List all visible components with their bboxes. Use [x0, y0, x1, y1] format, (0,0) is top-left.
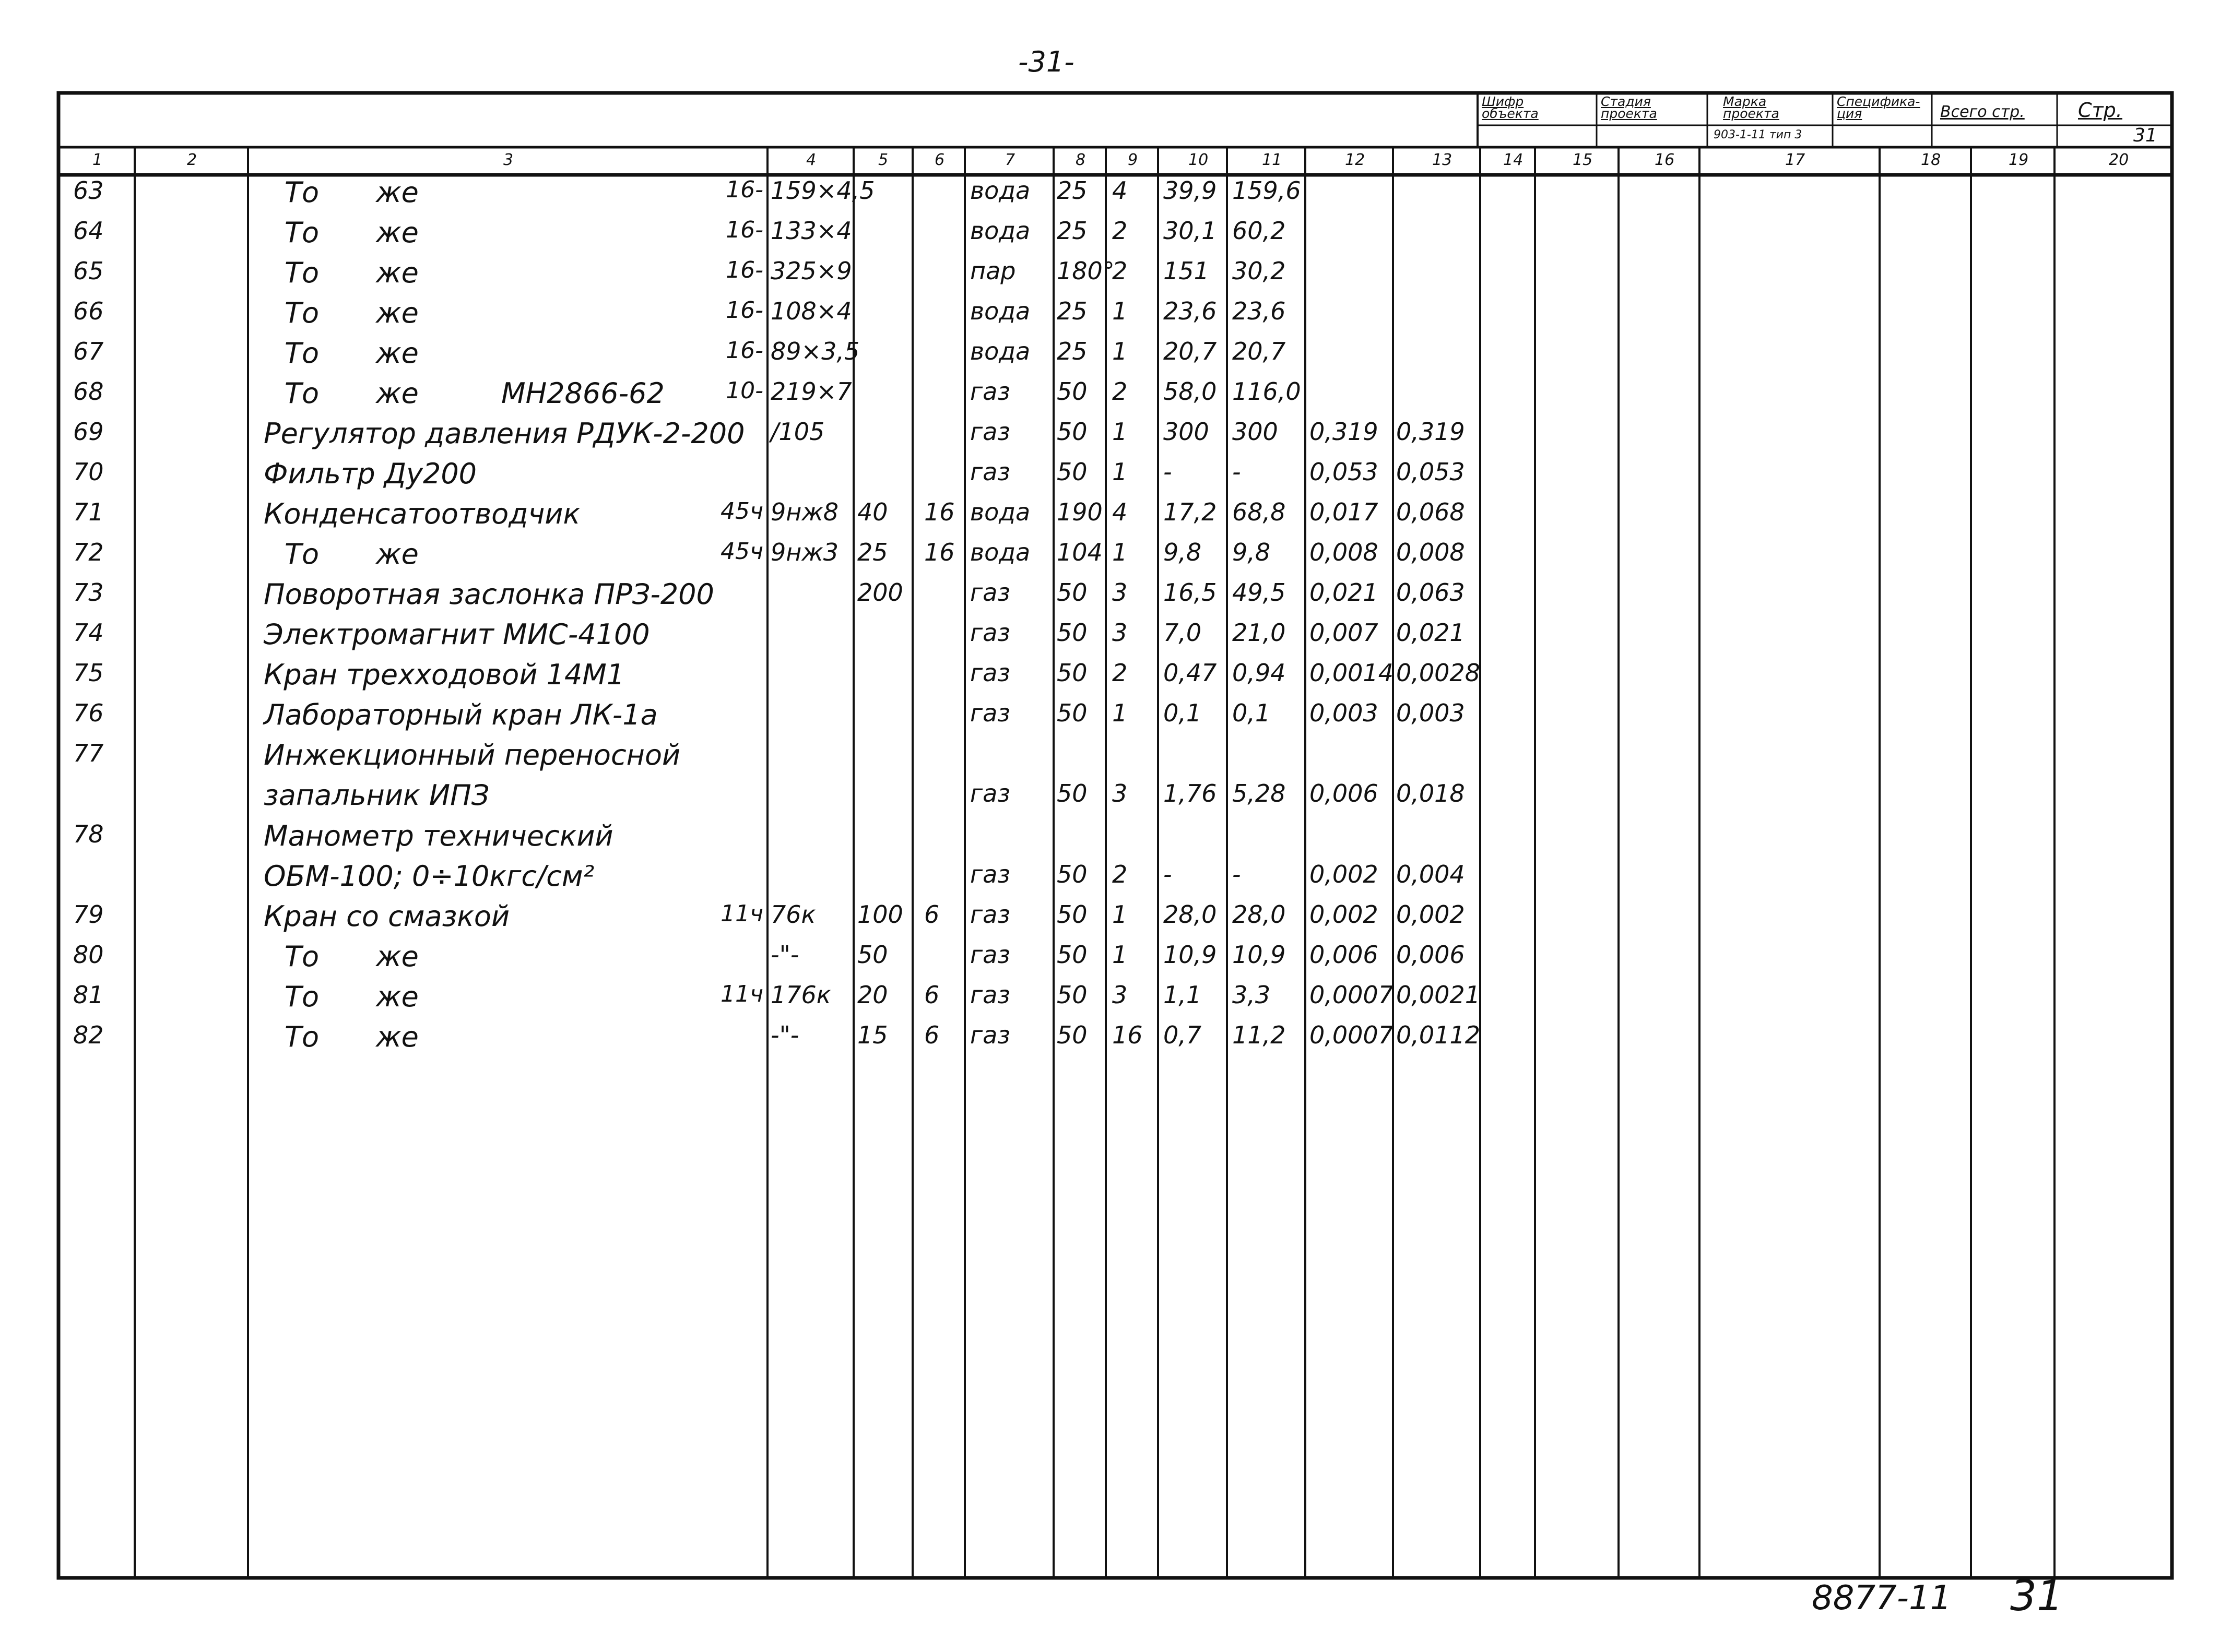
cell-c7: вода	[970, 217, 1031, 245]
cell-c10: 23,6	[1163, 297, 1217, 325]
cell-name2: же	[376, 256, 419, 289]
cell-c10: 7,0	[1163, 619, 1202, 647]
cell-c10: 9,8	[1163, 538, 1202, 566]
cell-c8: 50	[1057, 1021, 1088, 1049]
cell-c8: 50	[1057, 981, 1088, 1009]
cell-c11: 159,6	[1232, 176, 1301, 205]
cell-c11: 9,8	[1232, 538, 1271, 566]
cell-c10: 1,76	[1163, 779, 1217, 807]
cell-name: ОБМ-100; 0÷10кгс/см²	[264, 860, 595, 893]
cell-c10: 17,2	[1163, 498, 1217, 526]
cell-c8: 50	[1057, 900, 1088, 929]
cell-n: 77	[73, 739, 104, 767]
cell-c11: 3,3	[1232, 981, 1271, 1009]
cell-c13: 0,0112	[1396, 1021, 1480, 1049]
cell-c12: 0,021	[1309, 578, 1378, 607]
cell-c8: 50	[1057, 860, 1088, 888]
cell-sub: 16-	[726, 257, 763, 283]
cell-doc: МН2866-62	[501, 377, 665, 410]
cell-c6: 16	[924, 498, 955, 526]
cell-c8: 180°	[1057, 257, 1115, 285]
cell-c8: 25	[1057, 176, 1088, 205]
cell-c13: 0,006	[1396, 941, 1465, 969]
cell-n: 70	[73, 458, 104, 486]
cell-c5: 20	[857, 981, 888, 1009]
cell-c7: газ	[970, 578, 1010, 607]
column-number: 6	[935, 151, 945, 169]
cell-c11: -	[1232, 458, 1241, 486]
cell-name: Электромагнит МИС-4100	[264, 618, 650, 651]
cell-c9: 1	[1112, 900, 1128, 929]
column-number: 1	[92, 151, 103, 169]
cell-c7: газ	[970, 900, 1010, 929]
cell-c9: 1	[1112, 297, 1128, 325]
cell-c11: 10,9	[1232, 941, 1286, 969]
column-number: 14	[1503, 151, 1524, 169]
cell-c12: 0,319	[1309, 418, 1378, 446]
cell-name: То	[285, 337, 320, 370]
cell-c7: газ	[970, 418, 1010, 446]
cell-n: 72	[73, 538, 104, 566]
cell-c4: 325×9	[771, 257, 852, 285]
cell-c8: 50	[1057, 458, 1088, 486]
cell-name: Манометр технический	[264, 819, 613, 852]
cell-c8: 50	[1057, 377, 1088, 406]
cell-name2: же	[376, 296, 419, 329]
cell-c11: 5,28	[1232, 779, 1286, 807]
column-number: 7	[1005, 151, 1015, 169]
cell-c10: 1,1	[1163, 981, 1202, 1009]
cell-c8: 50	[1057, 619, 1088, 647]
cell-c8: 50	[1057, 941, 1088, 969]
cell-c4: 219×7	[771, 377, 852, 406]
cell-c12: 0,002	[1309, 900, 1378, 929]
cell-name2: же	[376, 377, 419, 410]
cell-name2: же	[376, 980, 419, 1013]
cell-c6: 16	[924, 538, 955, 566]
cell-sub: 16-	[726, 217, 763, 243]
cell-c7: газ	[970, 458, 1010, 486]
cell-c8: 25	[1057, 337, 1088, 365]
cell-c10: 151	[1163, 257, 1209, 285]
cell-c9: 2	[1112, 257, 1128, 285]
cell-c4: 89×3,5	[771, 337, 860, 365]
cell-n: 71	[73, 498, 104, 526]
title-page-value: 31	[2133, 125, 2157, 146]
cell-c11: 21,0	[1232, 619, 1286, 647]
cell-name2: же	[376, 940, 419, 973]
cell-c11: 23,6	[1232, 297, 1286, 325]
column-number: 20	[2109, 151, 2129, 169]
cell-c5: 100	[857, 900, 903, 929]
column-number: 3	[503, 151, 514, 169]
cell-c12: 0,0007	[1309, 981, 1394, 1009]
cell-c9: 3	[1112, 578, 1128, 607]
cell-name2: же	[376, 538, 419, 571]
cell-c11: 28,0	[1232, 900, 1286, 929]
title-stage-label: Стадия проекта	[1601, 94, 1657, 121]
cell-c7: газ	[970, 659, 1010, 687]
cell-name: Кран со смазкой	[264, 900, 510, 933]
cell-c9: 2	[1112, 860, 1128, 888]
cell-name: Поворотная заслонка ПРЗ-200	[264, 578, 714, 611]
cell-n: 81	[73, 981, 104, 1009]
cell-c4: 133×4	[771, 217, 852, 245]
cell-c4: 76к	[771, 900, 816, 929]
cell-n: 68	[73, 377, 104, 406]
cell-c9: 3	[1112, 981, 1128, 1009]
title-spec-label: Специфика- ция	[1837, 94, 1920, 121]
cell-c5: 200	[857, 578, 903, 607]
cell-c13: 0,068	[1396, 498, 1465, 526]
cell-c8: 50	[1057, 699, 1088, 727]
cell-c7: газ	[970, 1021, 1010, 1049]
cell-c11: 68,8	[1232, 498, 1286, 526]
cell-c8: 50	[1057, 779, 1088, 807]
cell-name: То	[285, 377, 320, 410]
cell-c7: газ	[970, 860, 1010, 888]
cell-c7: вода	[970, 176, 1031, 205]
cell-c9: 2	[1112, 659, 1128, 687]
cell-c10: 58,0	[1163, 377, 1217, 406]
cell-c7: вода	[970, 538, 1031, 566]
cell-name: То	[285, 176, 320, 209]
cell-name2: же	[376, 1020, 419, 1053]
cell-c10: 16,5	[1163, 578, 1217, 607]
cell-c9: 3	[1112, 619, 1128, 647]
cell-sub: 45ч	[721, 498, 763, 525]
cell-c8: 104	[1057, 538, 1103, 566]
cell-name2: же	[376, 216, 419, 249]
title-total-pages-label: Всего стр.	[1940, 103, 2025, 121]
cell-name: Конденсатоотводчик	[264, 497, 581, 530]
cell-sub: 45ч	[721, 538, 763, 565]
cell-n: 78	[73, 820, 104, 848]
cell-c9: 1	[1112, 337, 1128, 365]
cell-c7: газ	[970, 377, 1010, 406]
cell-c13: 0,004	[1396, 860, 1465, 888]
cell-name: То	[285, 256, 320, 289]
cell-c4: 159×4,5	[771, 176, 875, 205]
cell-c8: 190	[1057, 498, 1103, 526]
cell-c10: 30,1	[1163, 217, 1217, 245]
column-number: 10	[1188, 151, 1209, 169]
cell-c11: 60,2	[1232, 217, 1286, 245]
cell-c4: 9нж8	[771, 498, 839, 526]
column-number: 15	[1573, 151, 1593, 169]
cell-name: Регулятор давления РДУК-2-200	[264, 417, 745, 450]
cell-name: То	[285, 538, 320, 571]
cell-c9: 2	[1112, 217, 1128, 245]
cell-c10: -	[1163, 860, 1172, 888]
cell-c5: 25	[857, 538, 888, 566]
cell-c11: -	[1232, 860, 1241, 888]
cell-c10: 300	[1163, 418, 1209, 446]
cell-c10: -	[1163, 458, 1172, 486]
cell-n: 73	[73, 578, 104, 607]
cell-c8: 50	[1057, 659, 1088, 687]
cell-c11: 0,1	[1232, 699, 1271, 727]
cell-c8: 50	[1057, 578, 1088, 607]
cell-n: 64	[73, 217, 104, 245]
cell-c9: 1	[1112, 941, 1128, 969]
cell-name: Фильтр Ду200	[264, 457, 477, 490]
cell-c4: 108×4	[771, 297, 852, 325]
column-number: 17	[1785, 151, 1805, 169]
cell-c9: 3	[1112, 779, 1128, 807]
cell-name2: же	[376, 176, 419, 209]
cell-c12: 0,006	[1309, 779, 1378, 807]
cell-c10: 10,9	[1163, 941, 1217, 969]
cell-c9: 1	[1112, 458, 1128, 486]
cell-c10: 0,7	[1163, 1021, 1202, 1049]
cell-c7: газ	[970, 981, 1010, 1009]
cell-c5: 15	[857, 1021, 888, 1049]
title-page-label: Стр.	[2078, 99, 2122, 122]
column-number: 8	[1076, 151, 1086, 169]
cell-c11: 49,5	[1232, 578, 1286, 607]
cell-c13: 0,002	[1396, 900, 1465, 929]
cell-c8: 25	[1057, 217, 1088, 245]
sheet-code: 8877-11	[1812, 1579, 1952, 1618]
sheet-number: 31	[2010, 1572, 2063, 1620]
cell-c12: 0,007	[1309, 619, 1378, 647]
cell-c4: /105	[771, 418, 825, 446]
cell-sub: 11ч	[721, 900, 763, 927]
cell-c13: 0,063	[1396, 578, 1465, 607]
title-mark-label: Марка проекта	[1723, 94, 1779, 121]
cell-sub: 16-	[726, 176, 763, 203]
column-number: 19	[2009, 151, 2029, 169]
cell-c13: 0,003	[1396, 699, 1465, 727]
cell-c4: 9нж3	[771, 538, 839, 566]
cell-c7: вода	[970, 337, 1031, 365]
cell-n: 80	[73, 941, 104, 969]
column-number: 9	[1128, 151, 1138, 169]
cell-c13: 0,0021	[1396, 981, 1480, 1009]
cell-c9: 16	[1112, 1021, 1143, 1049]
cell-c9: 4	[1112, 498, 1128, 526]
cell-c12: 0,0014	[1309, 659, 1394, 687]
cell-name: Инжекционный переносной	[264, 739, 681, 771]
cell-n: 69	[73, 418, 104, 446]
cell-n: 79	[73, 900, 104, 929]
cell-c7: вода	[970, 297, 1031, 325]
cell-sub: 10-	[726, 377, 763, 404]
cell-c4: -"-	[771, 941, 799, 969]
cell-name: То	[285, 216, 320, 249]
cell-c12: 0,053	[1309, 458, 1378, 486]
cell-name: То	[285, 980, 320, 1013]
cell-c10: 39,9	[1163, 176, 1217, 205]
cell-name2: же	[376, 337, 419, 370]
column-number: 2	[187, 151, 197, 169]
cell-n: 66	[73, 297, 104, 325]
column-number: 12	[1345, 151, 1365, 169]
column-number: 18	[1921, 151, 1941, 169]
cell-c9: 1	[1112, 418, 1128, 446]
cell-c10: 0,47	[1163, 659, 1217, 687]
cell-c13: 0,0028	[1396, 659, 1480, 687]
title-cipher-label: Шифр объекта	[1482, 94, 1539, 121]
cell-c9: 4	[1112, 176, 1128, 205]
cell-c11: 11,2	[1232, 1021, 1286, 1049]
cell-c13: 0,008	[1396, 538, 1465, 566]
cell-n: 63	[73, 176, 104, 205]
cell-c13: 0,319	[1396, 418, 1465, 446]
cell-c9: 1	[1112, 699, 1128, 727]
cell-c8: 25	[1057, 297, 1088, 325]
cell-c11: 116,0	[1232, 377, 1301, 406]
cell-c10: 20,7	[1163, 337, 1217, 365]
cell-c13: 0,021	[1396, 619, 1465, 647]
cell-c9: 2	[1112, 377, 1128, 406]
cell-n: 65	[73, 257, 104, 285]
column-number: 16	[1655, 151, 1675, 169]
cell-c12: 0,006	[1309, 941, 1378, 969]
cell-c12: 0,003	[1309, 699, 1378, 727]
cell-n: 82	[73, 1021, 104, 1049]
cell-c4: 176к	[771, 981, 831, 1009]
cell-name: То	[285, 296, 320, 329]
cell-c7: газ	[970, 619, 1010, 647]
cell-n: 75	[73, 659, 104, 687]
cell-sub: 16-	[726, 297, 763, 324]
cell-c10: 0,1	[1163, 699, 1202, 727]
cell-name: То	[285, 1020, 320, 1053]
cell-c7: пар	[970, 257, 1016, 285]
cell-n: 74	[73, 619, 104, 647]
cell-sub: 16-	[726, 337, 763, 364]
cell-c11: 30,2	[1232, 257, 1286, 285]
cell-c10: 28,0	[1163, 900, 1217, 929]
cell-c5: 50	[857, 941, 888, 969]
cell-n: 67	[73, 337, 104, 365]
cell-c13: 0,053	[1396, 458, 1465, 486]
column-number: 13	[1432, 151, 1453, 169]
cell-name: Кран трехходовой 14М1	[264, 658, 625, 691]
cell-c12: 0,0007	[1309, 1021, 1394, 1049]
cell-c12: 0,017	[1309, 498, 1378, 526]
cell-c4: -"-	[771, 1021, 799, 1049]
cell-sub: 11ч	[721, 981, 763, 1007]
cell-c11: 20,7	[1232, 337, 1286, 365]
column-number: 11	[1262, 151, 1282, 169]
cell-name: Лабораторный кран ЛК-1а	[264, 698, 658, 731]
cell-name: То	[285, 940, 320, 973]
column-number: 4	[806, 151, 817, 169]
cell-c12: 0,002	[1309, 860, 1378, 888]
cell-c7: газ	[970, 779, 1010, 807]
page-number: -31-	[1018, 45, 1074, 78]
cell-c13: 0,018	[1396, 779, 1465, 807]
cell-name: запальник ИПЗ	[264, 779, 490, 812]
column-number: 5	[878, 151, 889, 169]
cell-c11: 0,94	[1232, 659, 1286, 687]
cell-c8: 50	[1057, 418, 1088, 446]
cell-c12: 0,008	[1309, 538, 1378, 566]
cell-n: 76	[73, 699, 104, 727]
cell-c6: 6	[924, 1021, 940, 1049]
cell-c11: 300	[1232, 418, 1278, 446]
cell-c7: газ	[970, 699, 1010, 727]
cell-c6: 6	[924, 981, 940, 1009]
cell-c7: вода	[970, 498, 1031, 526]
cell-c5: 40	[857, 498, 888, 526]
title-mark-value: 903-1-11 тип 3	[1714, 128, 1802, 141]
cell-c9: 1	[1112, 538, 1128, 566]
cell-c6: 6	[924, 900, 940, 929]
cell-c7: газ	[970, 941, 1010, 969]
